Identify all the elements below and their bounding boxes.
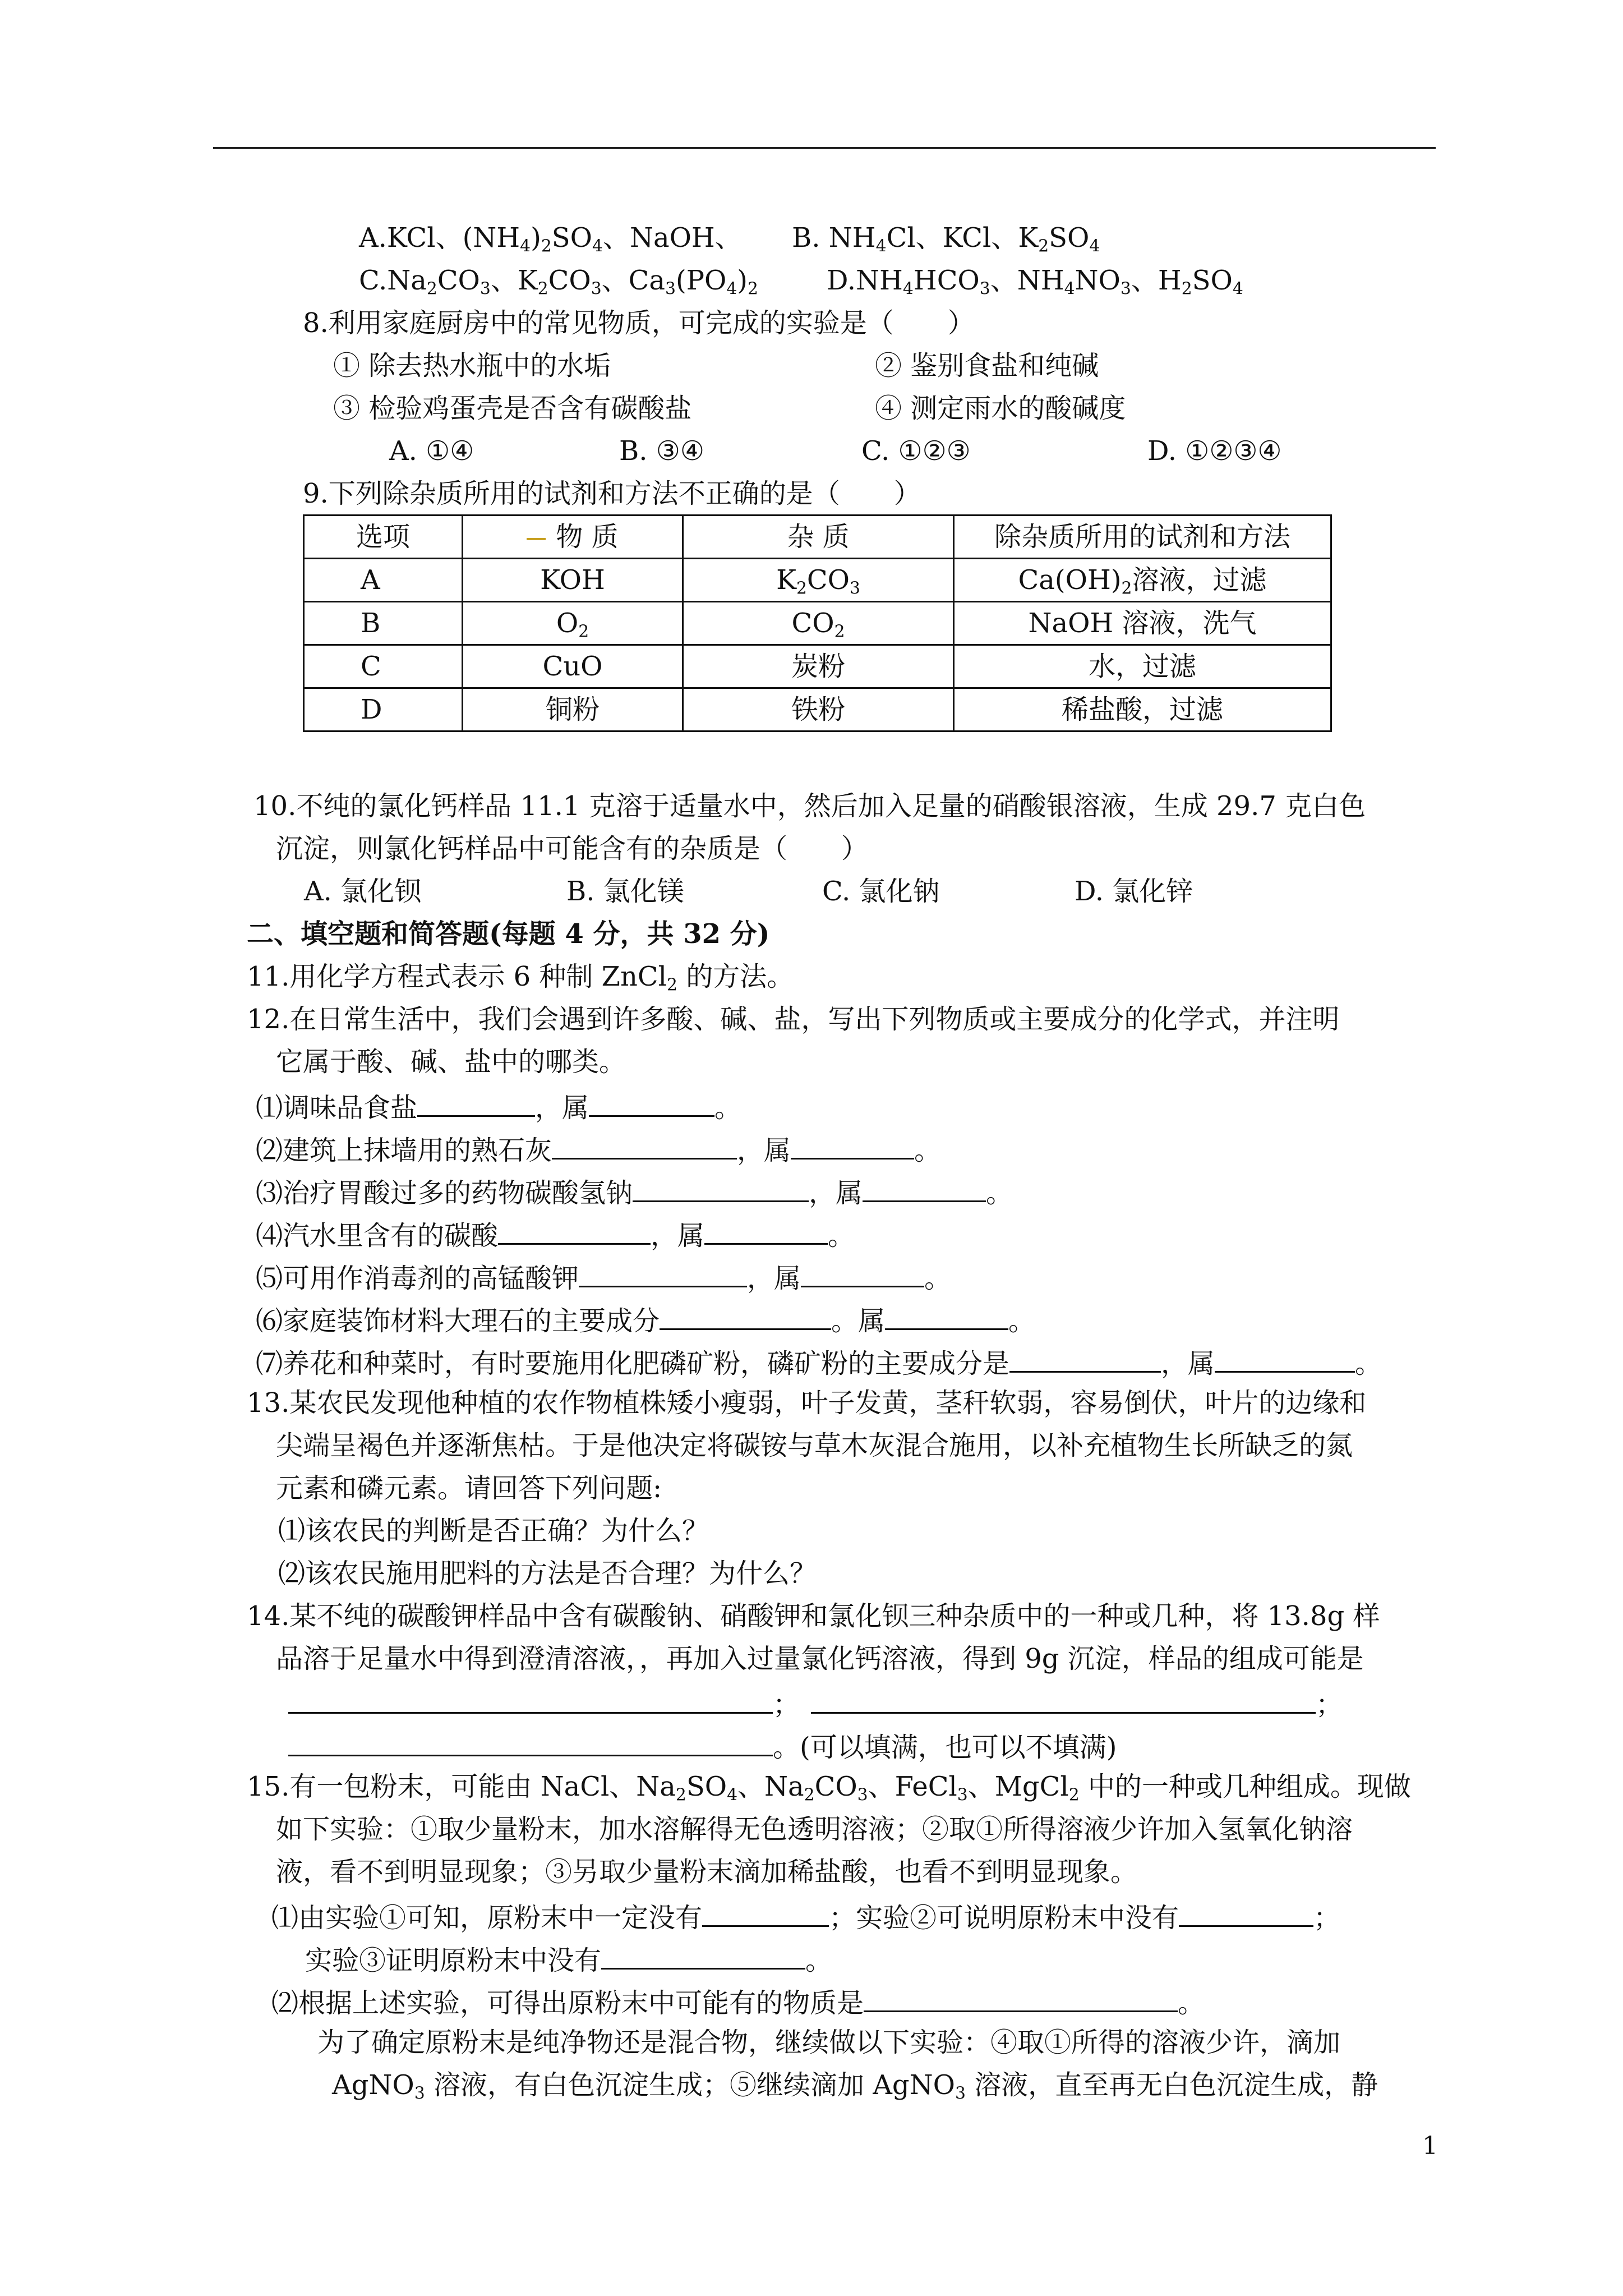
q15-paragraph-2: AgNO$_3$ 溶液，有白色沉淀生成；⑤继续滴加 AgNO$_3$ 溶液，直至再无白色沉淀生成，静 — [332, 2069, 1378, 2104]
table-row — [304, 688, 1331, 731]
q14-answer-line-2 — [288, 1731, 1117, 1764]
answer-blank[interactable] — [864, 1986, 1178, 2012]
q9-table-header — [304, 516, 1331, 559]
answer-blank[interactable] — [660, 1304, 831, 1330]
q12-item-sep: ，属 — [737, 1135, 791, 1167]
q8-option-a: A. ①④ — [389, 435, 474, 467]
table-row — [304, 645, 1331, 688]
q14-answer-line-1 — [288, 1688, 1343, 1721]
q14-line-2: 品溶于足量水中得到澄清溶液，，再加入过量氯化钙溶液，得到 9g 沉淀，样品的组成可能是 — [276, 1643, 1364, 1674]
q12-item-end: 。 — [1008, 1305, 1036, 1337]
q10-option-c: C. 氯化钠 — [822, 876, 940, 907]
q8-item-1: ① 除去热水瓶中的水垢 — [333, 350, 611, 381]
q15-line-1: 15.有一包粉末，可能由 NaCl、$Na_2SO_4$、$Na_2CO_3$、FeCl$_3$、MgCl$_2$ 中的一种或几种组成。现做 — [247, 1771, 1411, 1805]
answer-blank[interactable] — [579, 1262, 747, 1287]
answer-blank[interactable] — [704, 1219, 828, 1245]
q9-stem: 9.下列除杂质所用的试剂和方法不正确的是（ ） — [303, 478, 921, 509]
q7-option-a: A.KCl、$(NH_4)_2SO_4$、NaOH、 — [359, 222, 742, 256]
q12-item-label: ⑶治疗胃酸过多的药物碳酸氢钠 — [256, 1177, 633, 1209]
q9-row-method: 稀盐酸，过滤 — [954, 688, 1331, 731]
q15-sub2-text: ⑵根据上述实验，可得出原粉末中可能有的物质是 — [271, 1987, 864, 2019]
q12-line-1: 12.在日常生活中，我们会遇到许多酸、碱、盐，写出下列物质或主要成分的化学式，并注明 — [247, 1004, 1340, 1035]
q9-header-substance: 物 质 — [556, 521, 619, 553]
q12-item-sep: ，属 — [747, 1263, 801, 1295]
q9-row-method: 水，过滤 — [954, 645, 1331, 688]
answer-blank[interactable] — [633, 1176, 809, 1202]
answer-blank[interactable] — [288, 1731, 773, 1756]
answer-blank[interactable] — [801, 1262, 924, 1287]
answer-blank[interactable] — [1009, 1347, 1161, 1373]
q13-line-1: 13.某农民发现他种植的农作物植株矮小瘦弱，叶子发黄，茎秆软弱，容易倒伏，叶片的边缘和 — [247, 1387, 1367, 1419]
q10-line-2: 沉淀，则氯化钙样品中可能含有的杂质是（ ） — [276, 833, 869, 864]
q9-row-method: NaOH 溶液，洗气 — [954, 602, 1331, 645]
table-row — [304, 602, 1331, 645]
answer-blank[interactable] — [1179, 1901, 1313, 1927]
q9-row-impurity: 炭粉 — [683, 645, 954, 688]
q14-separator: ； — [773, 1689, 800, 1721]
q12-item-end: 。 — [714, 1092, 742, 1124]
table-row — [304, 559, 1331, 602]
q12-item-sep: ，属 — [535, 1092, 589, 1124]
answer-blank[interactable] — [601, 1944, 805, 1970]
q12-item-end: 。 — [1355, 1348, 1382, 1380]
q15-sub-1-cont — [305, 1944, 833, 1977]
q13-sub-1: ⑴该农民的判断是否正确？为什么？ — [278, 1515, 709, 1547]
q15-paragraph-1: 为了确定原粉末是纯净物还是混合物，继续做以下实验：④取①所得的溶液少许，滴加 — [317, 2027, 1341, 2058]
edit-mark — [527, 538, 546, 540]
q12-item-sep: ，属 — [651, 1220, 705, 1252]
answer-blank[interactable] — [417, 1091, 535, 1117]
q12-item-label: ⑹家庭装饰材料大理石的主要成分 — [256, 1305, 660, 1337]
q12-item-label: ⑺养花和种菜时，有时要施用化肥磷矿粉，磷矿粉的主要成分是 — [256, 1348, 1010, 1380]
header-rule — [213, 147, 1436, 149]
q9-header-substance-cell — [463, 516, 683, 559]
q7-option-b: B. $NH_4Cl$、KCl、$K_2SO_4$ — [792, 222, 1100, 256]
q12-item-label: ⑸可用作消毒剂的高锰酸钾 — [256, 1263, 579, 1295]
q8-item-2: ② 鉴别食盐和纯碱 — [875, 350, 1099, 381]
q15-sub1-text: 实验③证明原粉末中没有 — [305, 1945, 602, 1977]
answer-blank[interactable] — [702, 1901, 829, 1927]
q12-item-3 — [256, 1176, 1013, 1207]
q9-header-option: 选项 — [304, 516, 463, 559]
q12-item-sep: 。属 — [831, 1305, 886, 1337]
q9-table — [303, 514, 1332, 732]
q15-sub-1 — [271, 1901, 1341, 1934]
q9-row-substance: KOH — [463, 559, 683, 602]
answer-blank[interactable] — [811, 1688, 1316, 1714]
answer-blank[interactable] — [863, 1176, 986, 1202]
q8-option-b: B. ③④ — [619, 435, 704, 467]
q12-item-5 — [256, 1262, 952, 1295]
q9-header-method: 除杂质所用的试剂和方法 — [954, 516, 1331, 559]
q14-separator: ； — [1316, 1689, 1343, 1721]
q12-item-4 — [256, 1219, 855, 1252]
q9-row-impurity: $K_2CO_3$ — [683, 559, 954, 602]
q12-item-label: ⑷汽水里含有的碳酸 — [256, 1220, 499, 1252]
section-title: 二、填空题和简答题(每题 4 分，共 32 分) — [247, 918, 770, 950]
answer-blank[interactable] — [498, 1219, 651, 1245]
q9-row-option: C — [304, 645, 463, 688]
answer-blank[interactable] — [885, 1304, 1008, 1330]
q9-row-option: D — [304, 688, 463, 731]
q12-item-1 — [256, 1091, 742, 1124]
q9-row-method: $Ca(OH)_2$溶液，过滤 — [954, 559, 1331, 602]
q7-option-d: $D.NH_4HCO_3$、$NH_4NO_3$、$H_2SO_4$ — [827, 265, 1243, 299]
q9-header-impurity: 杂 质 — [683, 516, 954, 559]
answer-blank[interactable] — [288, 1688, 773, 1714]
q8-item-4: ④ 测定雨水的酸碱度 — [875, 393, 1126, 424]
q9-row-substance: CuO — [463, 645, 683, 688]
q9-row-impurity: 铁粉 — [683, 688, 954, 731]
q7-option-c: $C.Na_2CO_3$、$K_2CO_3$、$Ca_3(PO_4)_2$ — [359, 265, 758, 299]
q15-sub1-text: ⑴由实验①可知，原粉末中一定没有 — [271, 1902, 703, 1934]
q10-option-b: B. 氯化镁 — [566, 876, 684, 907]
q12-line-2: 它属于酸、碱、盐中的哪类。 — [276, 1046, 626, 1078]
q8-option-d: D. ①②③④ — [1147, 435, 1282, 467]
q12-item-end: 。 — [828, 1220, 855, 1252]
q9-row-impurity: $CO_2$ — [683, 602, 954, 645]
q12-item-end: 。 — [986, 1177, 1013, 1209]
q13-line-3: 元素和磷元素。请回答下列问题: — [276, 1473, 662, 1504]
q12-item-end: 。 — [924, 1263, 952, 1295]
q9-row-substance: $O_2$ — [463, 602, 683, 645]
q12-item-6 — [256, 1304, 1035, 1335]
q11-text: 11.用化学方程式表示 6 种制 ZnCl$_2$ 的方法。 — [247, 961, 794, 995]
q13-line-2: 尖端呈褐色并逐渐焦枯。于是他决定将碳铵与草木灰混合施用，以补充植物生长所缺乏的氮 — [276, 1430, 1353, 1461]
answer-blank[interactable] — [589, 1091, 714, 1117]
q9-row-option: B — [304, 602, 463, 645]
q10-option-a: A. 氯化钡 — [304, 876, 422, 907]
q12-item-sep: ，属 — [809, 1177, 863, 1209]
q14-line-1: 14.某不纯的碳酸钾样品中含有碳酸钠、硝酸钾和氯化钡三种杂质中的一种或几种，将 13.8g 样 — [247, 1600, 1380, 1632]
answer-blank[interactable] — [552, 1134, 737, 1159]
q10-line-1: 10.不纯的氯化钙样品 11.1 克溶于适量水中，然后加入足量的硝酸银溶液，生成 29.7 克白色 — [253, 790, 1366, 822]
q12-item-end: 。 — [914, 1135, 942, 1167]
q12-item-2 — [256, 1134, 942, 1167]
q15-sub-2 — [271, 1986, 1205, 2017]
q8-item-3: ③ 检验鸡蛋壳是否含有碳酸盐 — [333, 393, 692, 424]
q9-row-option: A — [304, 559, 463, 602]
q12-item-sep: ，属 — [1161, 1348, 1215, 1380]
q8-stem: 8.利用家庭厨房中的常见物质，可完成的实验是（ ） — [303, 307, 975, 339]
q13-sub-2: ⑵该农民施用肥料的方法是否合理？为什么？ — [278, 1558, 817, 1589]
q15-sub1-text: ； — [1313, 1902, 1341, 1934]
q15-line-2: 如下实验：①取少量粉末，加水溶解得无色透明溶液；②取①所得溶液少许加入氢氧化钠溶 — [276, 1814, 1353, 1845]
q10-option-d: D. 氯化锌 — [1075, 876, 1193, 907]
q8-option-c: C. ①②③ — [861, 435, 971, 467]
q14-note: 。(可以填满，也可以不填满) — [773, 1732, 1117, 1764]
q15-sub1-text: 。 — [805, 1945, 833, 1977]
q12-item-label: ⑵建筑上抹墙用的熟石灰 — [256, 1135, 552, 1167]
answer-blank[interactable] — [791, 1134, 914, 1159]
q9-row-substance: 铜粉 — [463, 688, 683, 731]
q15-sub2-text: 。 — [1178, 1987, 1205, 2019]
q15-line-3: 液，看不到明显现象；③另取少量粉末滴加稀盐酸，也看不到明显现象。 — [276, 1856, 1138, 1888]
q12-item-label: ⑴调味品食盐 — [256, 1092, 418, 1124]
page-number: 1 — [1422, 2132, 1438, 2160]
q15-sub1-text: ；实验②可说明原粉末中没有 — [829, 1902, 1179, 1934]
q12-item-7 — [256, 1347, 1382, 1380]
answer-blank[interactable] — [1215, 1347, 1355, 1373]
